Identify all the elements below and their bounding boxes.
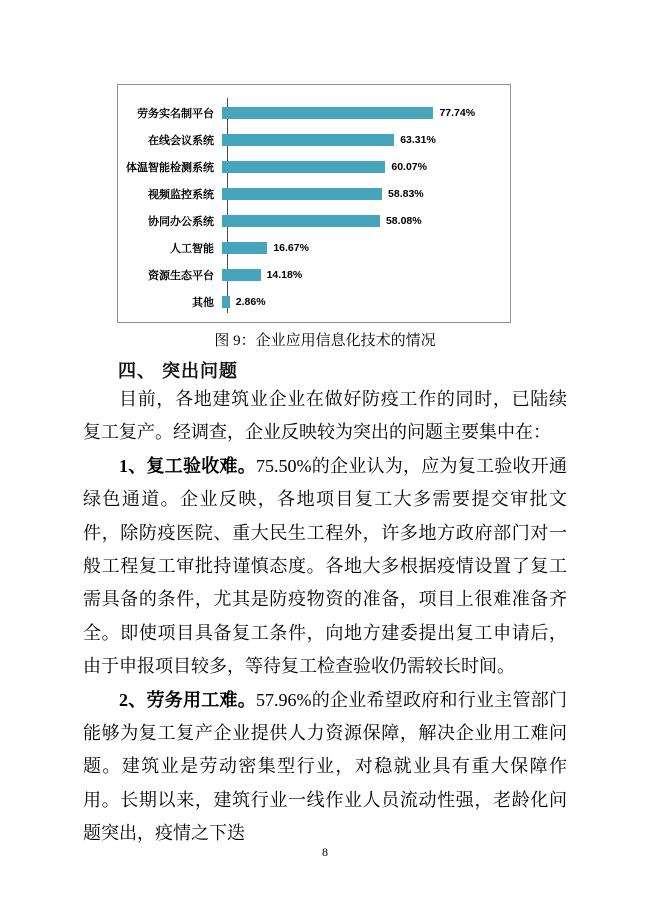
chart-category-label: 体温智能检测系统 xyxy=(126,161,214,174)
figure-caption: 图 9：企业应用信息化技术的情况 xyxy=(214,333,436,349)
chart-value-label: 58.08% xyxy=(385,214,422,227)
bar-chart xyxy=(117,84,511,323)
chart-plot-area xyxy=(221,187,508,200)
paragraph-2-body: 57.96%的企业希望政府和行业主管部门能够为复工复产企业提供人力资源保障，解决企业用工难问题。建筑业是劳动密集型行业，对稳就业具有重大保障作用。长期以来，建筑行业一线作业人员流动性强，老龄化问题突出，疫情之下迭 xyxy=(83,689,567,844)
paragraph-1-body: 75.50%的企业认为，应为复工验收开通绿色通道。企业反映，各地项目复工大多需要提交审批文件，除防疫医院、重大民生工程外，许多地方政府部门对一般工程复工审批持谨慎态度。各地大多根据疫情设置了复工需具备的条件，尤其是防疫物资的准备，项目上很难准备齐全。即使项目具备复工条件，向地方建委提出复工申请后，由于申报项目较多，等待复工检查验收仍需较长时间。 xyxy=(83,455,567,677)
paragraph-problem-2 xyxy=(83,684,567,851)
chart-plot-area xyxy=(221,214,508,227)
chart-row xyxy=(118,241,508,254)
chart-value-label: 60.07% xyxy=(391,160,427,173)
chart-row xyxy=(118,187,508,200)
chart-bar xyxy=(222,161,385,173)
chart-plot-area xyxy=(221,295,508,308)
chart-value-label: 16.67% xyxy=(273,241,309,254)
chart-bar xyxy=(222,215,380,227)
chart-row xyxy=(118,268,508,281)
chart-value-label: 14.18% xyxy=(266,268,303,281)
chart-plot-area xyxy=(221,241,508,254)
chart-row xyxy=(118,106,508,119)
chart-category-label: 资源生态平台 xyxy=(148,269,214,282)
chart-category-label: 视频监控系统 xyxy=(148,188,214,201)
chart-value-label: 58.83% xyxy=(388,187,424,200)
page-number: 8 xyxy=(322,845,328,859)
chart-row xyxy=(118,295,508,308)
chart-category-label: 劳务实名制平台 xyxy=(137,107,214,120)
chart-value-label: 63.31% xyxy=(400,133,436,146)
chart-row xyxy=(118,133,508,146)
paragraph-2-lead: 2、劳务用工难。 xyxy=(119,689,256,710)
chart-bar xyxy=(222,188,382,200)
paragraph-intro xyxy=(83,383,567,450)
paragraph-1-lead: 1、复工验收难。 xyxy=(119,455,256,476)
chart-bar xyxy=(222,269,261,281)
chart-plot-area xyxy=(221,133,508,146)
chart-category-label: 其他 xyxy=(192,296,214,309)
paragraph-problem-1 xyxy=(83,450,567,684)
chart-bar xyxy=(222,107,433,119)
chart-bar xyxy=(222,242,267,254)
chart-category-label: 协同办公系统 xyxy=(148,215,214,228)
chart-value-label: 77.74% xyxy=(439,106,476,119)
chart-plot-area xyxy=(221,106,508,119)
paragraph-intro-text: 目前，各地建筑业企业在做好防疫工作的同时，已陆续复工复产。经调查，企业反映较为突出的问题主要集中在： xyxy=(83,389,567,443)
chart-bar xyxy=(222,296,230,308)
chart-row xyxy=(118,214,508,227)
chart-plot-area xyxy=(221,268,508,281)
chart-value-label: 2.86% xyxy=(235,295,266,308)
chart-category-label: 人工智能 xyxy=(170,242,214,255)
chart-plot-area xyxy=(221,160,508,173)
chart-category-label: 在线会议系统 xyxy=(148,134,214,147)
section-heading: 四、 突出问题 xyxy=(118,361,239,381)
chart-row xyxy=(118,160,508,173)
chart-bar xyxy=(222,134,394,146)
body-text xyxy=(83,383,567,851)
chart-rows xyxy=(118,106,508,308)
